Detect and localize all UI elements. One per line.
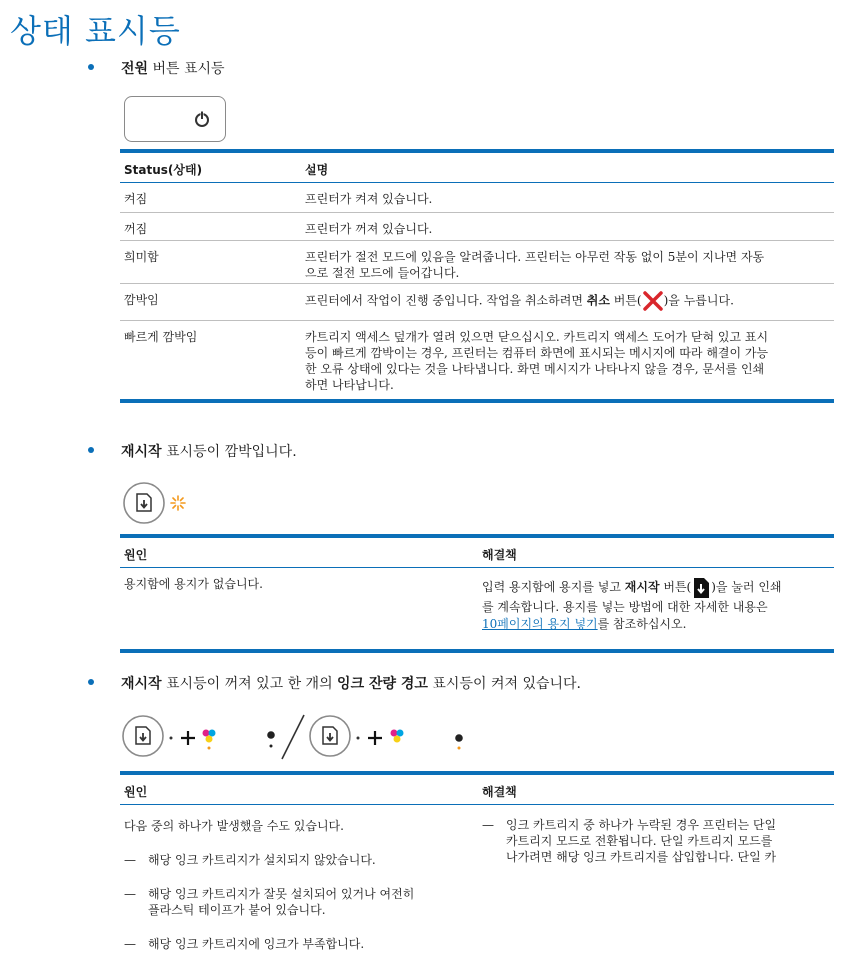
cause-item-text: 해당 잉크 카트리지가 잘못 설치되어 있거나 여전히 — [148, 887, 415, 901]
dash-marker: — — [124, 887, 136, 901]
solution-line: 나가려면 해당 잉크 카트리지를 삽입합니다. 단일 카 — [506, 850, 777, 864]
status-cell: 켜짐 — [124, 192, 148, 206]
description-line: 으로 절전 모드에 들어갑니다. — [305, 266, 460, 280]
resume-blink-bullet — [88, 441, 297, 461]
status-cell: 희미함 — [124, 250, 159, 264]
resume-bullet-bold: 재시작 — [121, 444, 162, 460]
description-text: 버튼( — [609, 293, 642, 308]
power-bullet-text: 버튼 표시등 — [148, 61, 225, 77]
cause-list-item — [124, 852, 376, 868]
description-text: )을 누릅니다. — [663, 293, 734, 308]
solution-line: 잉크 카트리지 중 하나가 누락된 경우 프린터는 단일 — [506, 818, 777, 832]
status-cell: 깜박임 — [124, 293, 159, 307]
table-header — [120, 153, 834, 182]
dash-marker: — — [482, 818, 494, 832]
table-row — [120, 183, 834, 212]
solution-line: 를 계속합니다. 용지를 넣는 방법에 대한 자세한 내용은 — [482, 599, 768, 614]
status-cell: 빠르게 깜박임 — [124, 330, 198, 344]
cancel-x-icon — [642, 291, 664, 311]
table-header — [120, 775, 834, 804]
solution-text: 버튼( — [659, 580, 692, 594]
solution-list-item — [482, 817, 776, 865]
description-line: 한 오류 상태에 있다는 것을 나타냅니다. 화면 메시지가 나타나지 않을 경우, 문서를 인쇄 — [305, 362, 765, 376]
dash-marker: — — [124, 937, 136, 951]
tricolor-ink-icon — [391, 730, 404, 743]
solution-text: 를 참조하십시오. — [597, 616, 687, 631]
description-cell — [305, 329, 768, 393]
resume-bullet-bold: 재시작 — [121, 676, 162, 692]
resume-blink-illustration — [122, 481, 202, 529]
description-cell — [305, 291, 734, 311]
power-button-illustration — [124, 96, 226, 142]
column-header-description: 설명 — [305, 163, 329, 177]
black-ink-icon — [455, 734, 463, 749]
cause-intro: 다음 중의 하나가 발생했을 수도 있습니다. — [124, 819, 344, 833]
cause-list-item — [124, 886, 414, 918]
cause-item-text: 해당 잉크 카트리지가 설치되지 않았습니다. — [148, 853, 376, 867]
cause-item-text: 해당 잉크 카트리지에 잉크가 부족합니다. — [148, 937, 365, 951]
black-ink-icon — [267, 731, 275, 747]
description-cell: 프린터가 켜져 있습니다. — [305, 192, 433, 206]
status-cell: 꺼짐 — [124, 222, 148, 236]
description-line: 카트리지 액세스 덮개가 열려 있으면 닫으십시오. 카트리지 액세스 도어가 닫혀 있고 표시 — [305, 330, 769, 344]
table-row — [120, 284, 834, 320]
cancel-label: 취소 — [586, 293, 610, 308]
solution-line: 카트리지 모드로 전환됩니다. 단일 카트리지 모드를 — [506, 834, 773, 848]
bullet-dot — [88, 64, 94, 70]
description-line: 하면 나타납니다. — [305, 378, 394, 392]
page-title: 상태 표시등 — [10, 12, 181, 50]
table-row — [120, 321, 834, 399]
power-bullet-bold: 전원 — [121, 61, 149, 77]
description-cell: 프린터가 꺼져 있습니다. — [305, 222, 433, 236]
power-bullet — [88, 58, 225, 78]
dash-marker: — — [124, 853, 136, 867]
column-header-status: Status(상태) — [124, 163, 203, 177]
table-row — [120, 568, 834, 649]
description-cell — [305, 249, 764, 281]
ink-bullet-text: 표시등이 꺼져 있고 한 개의 — [161, 676, 338, 692]
ink-alert-illustration — [121, 711, 481, 763]
column-header-cause: 원인 — [124, 785, 148, 799]
description-line: 프린터가 절전 모드에 있음을 알려줍니다. 프린터는 아무런 작동 없이 5분이 지나면 자동 — [305, 250, 765, 264]
solution-text: 입력 용지함에 용지를 넣고 — [482, 580, 625, 594]
power-status-table — [120, 149, 834, 403]
solution-text: )을 눌러 인쇄 — [711, 580, 782, 594]
ink-alert-bullet — [88, 673, 581, 693]
cause-cell: 용지함에 용지가 없습니다. — [124, 577, 263, 591]
ink-bullet-text: 표시등이 켜져 있습니다. — [427, 676, 581, 692]
table-row — [120, 805, 834, 955]
resume-label: 재시작 — [624, 580, 660, 594]
bullet-dot — [88, 679, 94, 685]
column-header-solution: 해결책 — [482, 548, 517, 562]
description-line: 등이 빠르게 깜박이는 경우, 프린터는 컴퓨터 화면에 표시되는 메시지에 따라 해결이 가능 — [305, 346, 769, 360]
cause-item-text: 플라스틱 테이프가 붙어 있습니다. — [148, 903, 326, 917]
power-icon — [193, 110, 211, 128]
blink-indicator-icon — [171, 496, 185, 510]
column-header-solution: 해결책 — [482, 785, 517, 799]
description-text: 프린터에서 작업이 진행 중입니다. 작업을 취소하려면 — [305, 293, 587, 308]
solution-line — [482, 615, 782, 633]
tricolor-ink-icon — [203, 730, 216, 750]
load-paper-link[interactable]: 10페이지의 용지 넣기 — [482, 616, 598, 631]
resume-bullet-text: 표시등이 깜박입니다. — [161, 444, 297, 460]
solution-cell — [482, 576, 782, 633]
table-row — [120, 213, 834, 240]
ink-alert-bullet-bold: 잉크 잔량 경고 — [337, 676, 428, 692]
resume-blink-table — [120, 534, 834, 653]
solution-line — [482, 576, 782, 599]
ink-alert-table — [120, 771, 834, 952]
table-row — [120, 241, 834, 283]
column-header-cause: 원인 — [124, 548, 148, 562]
table-header — [120, 538, 834, 567]
cause-list-item — [124, 936, 364, 952]
resume-icon — [691, 577, 711, 599]
bullet-dot — [88, 447, 94, 453]
